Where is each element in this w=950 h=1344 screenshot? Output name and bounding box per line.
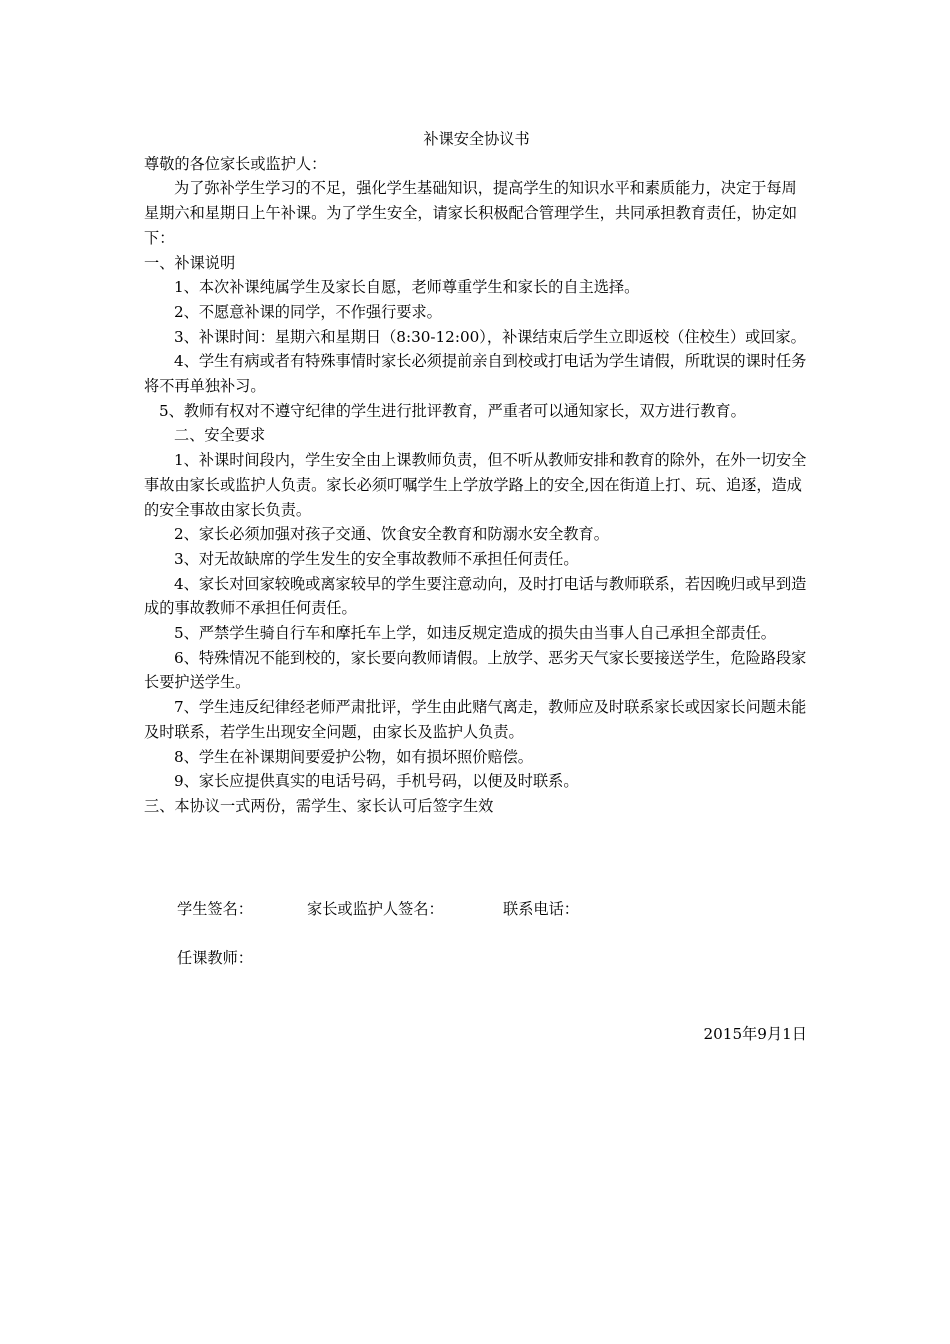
section2-item: 3、对无故缺席的学生发生的安全事故教师不承担任何责任。 — [174, 549, 579, 568]
section2-item: 7、学生违反纪律经老师严肃批评，学生由此赌气离走，教师应及时联系家长或因家长问题未能及时联系，若学生出现安全问题，由家长及监护人负责。 — [144, 698, 807, 741]
section1-item: 3、补课时间：星期六和星期日（8:30-12:00），补课结束后学生立即返校（住校生）或回家。 — [174, 327, 806, 346]
phone-label: 联系电话： — [503, 900, 579, 918]
section3-heading: 三、本协议一式两份，需学生、家长认可后签字生效 — [144, 796, 494, 815]
section1-item: 2、不愿意补课的同学，不作强行要求。 — [174, 302, 442, 321]
section2-item: 8、学生在补课期间要爱护公物，如有损坏照价赔偿。 — [174, 747, 533, 766]
intro-paragraph: 为了弥补学生学习的不足，强化学生基础知识，提高学生的知识水平和素质能力，决定于每周星期六和星期日上午补课。为了学生安全，请家长积极配合管理学生，共同承担教育责任，协定如下： — [144, 179, 798, 247]
teacher-signature-label: 任课教师： — [177, 949, 253, 967]
section1-heading: 一、补课说明 — [144, 253, 236, 272]
section2-item: 1、补课时间段内，学生安全由上课教师负责，但不听从教师安排和教育的除外，在外一切安全事故由家长或监护人负责。家长必须叮嘱学生上学放学路上的安全,因在街道上打、玩、追逐，造成的安全事故由家长负责。 — [144, 451, 807, 519]
greeting: 尊敬的各位家长或监护人： — [144, 154, 327, 173]
section2-item: 5、严禁学生骑自行车和摩托车上学，如违反规定造成的损失由当事人自己承担全部责任。 — [174, 624, 776, 643]
section1-item: 4、学生有病或者有特殊事情时家长必须提前亲自到校或打电话为学生请假，所耽误的课时任务将不再单独补习。 — [144, 352, 807, 396]
document-title: 补课安全协议书 — [423, 130, 530, 148]
parent-signature-label: 家长或监护人签名： — [307, 900, 444, 918]
section2-item: 9、家长应提供真实的电话号码，手机号码，以便及时联系。 — [174, 772, 579, 791]
section1-item: 5、教师有权对不遵守纪律的学生进行批评教育，严重者可以通知家长，双方进行教育。 — [159, 401, 746, 420]
section2-item: 2、家长必须加强对孩子交通、饮食安全教育和防溺水安全教育。 — [174, 525, 609, 544]
document-date: 2015年9月1日 — [703, 1025, 807, 1043]
section2-heading: 二、安全要求 — [174, 426, 266, 445]
document-body — [144, 127, 809, 819]
section2-item: 4、家长对回家较晚或离家较早的学生要注意动向，及时打电话与教师联系，若因晚归或早到造成的事故教师不承担任何责任。 — [144, 574, 807, 618]
section1-item: 1、本次补课纯属学生及家长自愿，老师尊重学生和家长的自主选择。 — [174, 278, 640, 297]
section2-item: 6、特殊情况不能到校的，家长要向教师请假。上放学、恶劣天气家长要接送学生，危险路段家长要护送学生。 — [144, 648, 807, 692]
student-signature-label: 学生签名： — [177, 900, 253, 918]
